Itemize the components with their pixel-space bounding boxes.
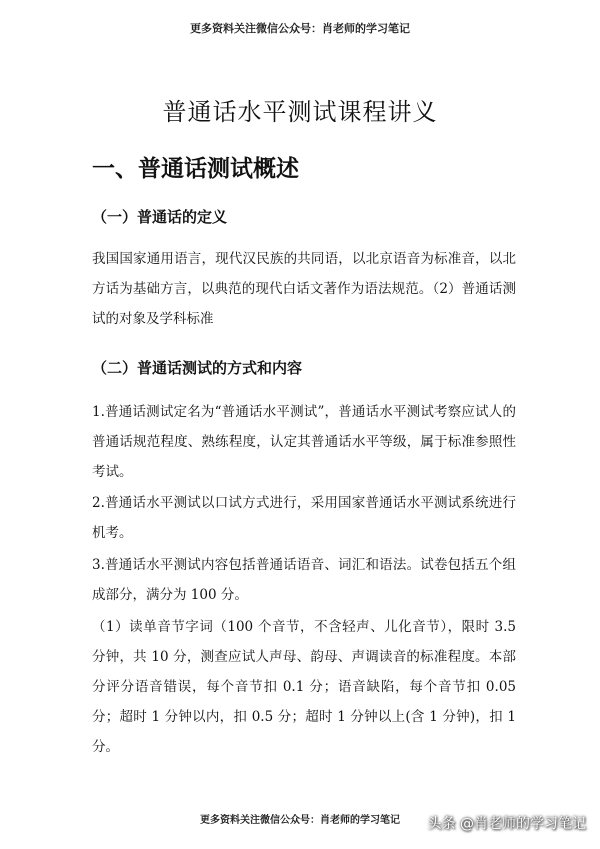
page-footer: 更多资料关注微信公众号：肖老师的学习笔记 (200, 815, 400, 826)
definition-paragraph: 我国国家通用语言，现代汉民族的共同语，以北京语音为标准音，以北方话为基础方言，以典范的现代白话文著作为语法规范。（2）普通话测试的对象及学科标准 (92, 251, 516, 327)
subsection-heading-definition: （一）普通话的定义 (92, 208, 228, 226)
list-item-3-1: （1）读单音节字词（100 个音节，不含轻声、儿化音节），限时 3.5 分钟，共 10 分，测查应试人声母、韵母、声调读音的标准程度。本部分评分语音错误，每个音节扣 0.1 分；语音缺陷，每个音节扣 0.05 分；超时 1 分钟以内，扣 0.5 分；超时 1 分钟以上(含 1 分钟)，扣 1 分。 (92, 619, 516, 755)
list-item-3: 3.普通话水平测试内容包括普通话语音、词汇和语法。试卷包括五个组成部分，满分为 100 分。 (92, 557, 516, 603)
list-item-1: 1.普通话测试定名为“普通话水平测试”，普通话水平测试考察应试人的普通话规范程度、熟练程度，认定其普通话水平等级，属于标准参照性考试。 (92, 404, 516, 480)
document-title: 普通话水平测试课程讲义 (162, 98, 438, 126)
watermark: 头条 @肖老师的学习笔记 (427, 816, 586, 832)
list-item-2: 2.普通话水平测试以口试方式进行，采用国家普通话水平测试系统进行机考。 (92, 495, 516, 541)
subsection-heading-method: （二）普通话测试的方式和内容 (92, 359, 303, 377)
section-heading: 一、普通话测试概述 (92, 156, 299, 182)
page-header: 更多资料关注微信公众号：肖老师的学习笔记 (190, 22, 410, 35)
